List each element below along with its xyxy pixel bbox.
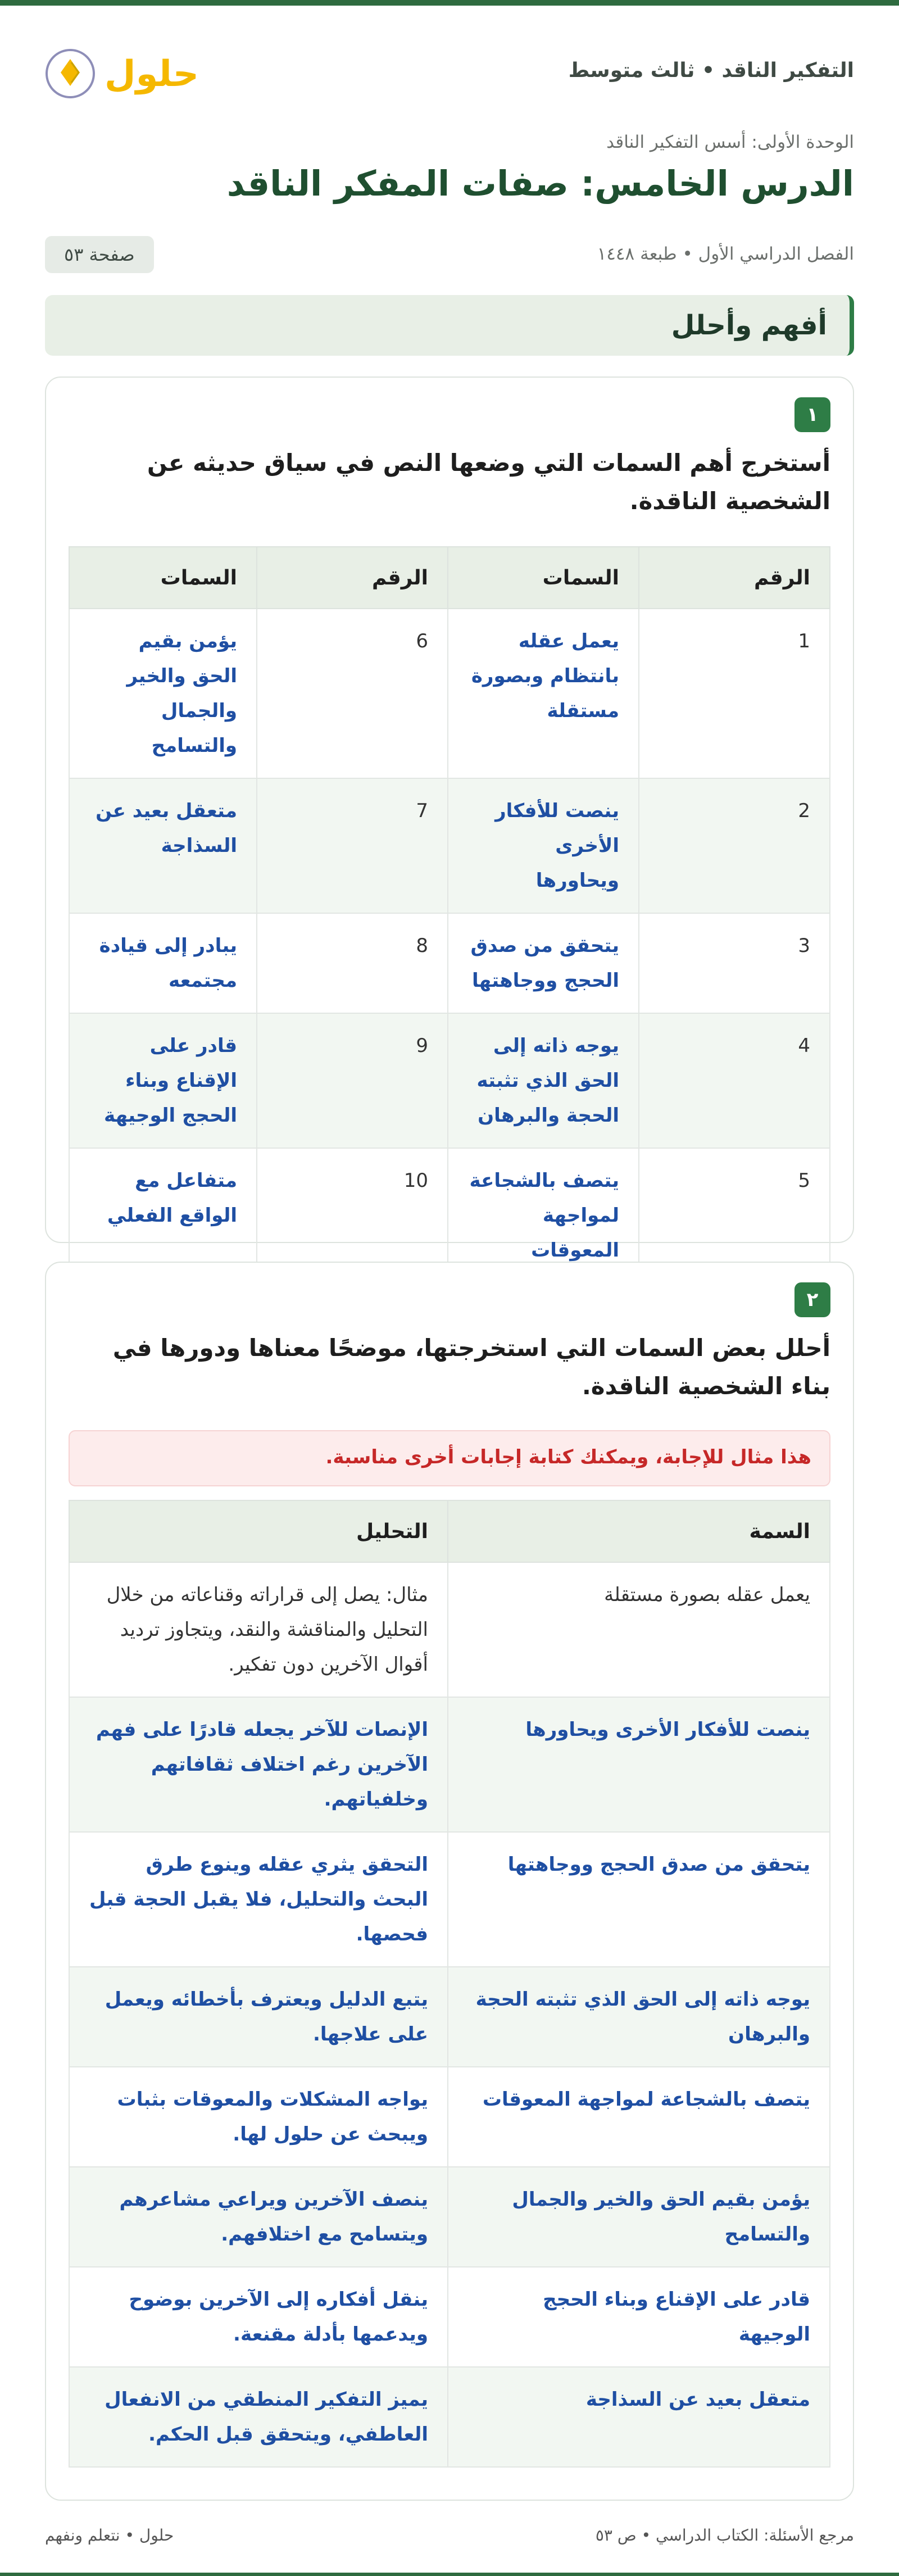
row-number: 4 — [639, 1013, 830, 1148]
table-row — [69, 1832, 830, 1967]
top-accent-strip — [0, 0, 899, 6]
column-header: التحليل — [69, 1500, 448, 1562]
column-header: الرقم — [257, 547, 448, 609]
row-number: 9 — [257, 1013, 448, 1148]
page-badge: صفحة ٥٣ — [45, 236, 154, 273]
table-row — [69, 2067, 830, 2167]
trait-cell: يعمل عقله بانتظام وبصورة مستقلة — [448, 609, 639, 778]
analysis-cell: الإنصات للآخر يجعله قادرًا على فهم الآخرين رغم اختلاف ثقافاتهم وخلفياتهم. — [69, 1697, 448, 1832]
column-header: السمة — [448, 1500, 830, 1562]
analysis-cell: مثال: يصل إلى قراراته وقناعاته من خلال التحليل والمناقشة والنقد، ويتجاوز ترديد أقوال الآخرين دون تفكير. — [69, 1562, 448, 1697]
trait-cell: يوجه ذاته إلى الحق الذي تثبته الحجة والبرهان — [448, 1967, 830, 2067]
edition-meta: الفصل الدراسي الأول • طبعة ١٤٤٨ — [597, 244, 854, 264]
trait-cell: قادر على الإقناع وبناء الحجج الوجيهة — [448, 2267, 830, 2367]
table-header-row — [69, 1500, 830, 1562]
subject-title: التفكير الناقد • ثالث متوسط — [568, 59, 854, 82]
trait-cell: يبادر إلى قيادة مجتمعه — [69, 913, 257, 1013]
analysis-cell: ينصف الآخرين ويراعي مشاعرهم ويتسامح مع اختلافهم. — [69, 2167, 448, 2267]
row-number: 6 — [257, 609, 448, 778]
trait-cell: متعقل بعيد عن السذاجة — [69, 778, 257, 913]
question-number-badge: ١ — [794, 397, 830, 432]
trait-cell: يتصف بالشجاعة لمواجهة المعوقات — [448, 2067, 830, 2167]
analysis-cell: يميز التفكير المنطقي من الانفعال العاطفي، ويتحقق قبل الحكم. — [69, 2367, 448, 2467]
row-number: 7 — [257, 778, 448, 913]
analysis-table — [69, 1500, 830, 2468]
trait-cell: يوجه ذاته إلى الحق الذي تثبته الحجة والبرهان — [448, 1013, 639, 1148]
table-row — [69, 1967, 830, 2067]
row-number: 2 — [639, 778, 830, 913]
table-row — [69, 2367, 830, 2467]
trait-cell: متفاعل مع الواقع الفعلي — [69, 1148, 257, 1283]
page-header — [45, 6, 854, 135]
table-header-row — [69, 547, 830, 609]
table-row — [69, 913, 830, 1013]
row-number: 8 — [257, 913, 448, 1013]
table-row — [69, 609, 830, 778]
table-row — [69, 1562, 830, 1697]
question-number-badge: ٢ — [794, 1282, 830, 1317]
trait-cell: يؤمن بقيم الحق والخير والجمال والتسامح — [448, 2167, 830, 2267]
question-card-1 — [45, 377, 854, 1262]
example-note — [69, 1430, 830, 1486]
trait-cell: يتحقق من صدق الحجج ووجاهتها — [448, 1832, 830, 1967]
unit-label: الوحدة الأولى: أسس التفكير الناقد — [606, 132, 854, 152]
analysis-cell: التحقق يثري عقله وينوع طرق البحث والتحليل، فلا يقبل الحجة قبل فحصها. — [69, 1832, 448, 1967]
footer-reference: مرجع الأسئلة: الكتاب الدراسي • ص ٥٣ — [595, 2526, 854, 2545]
question-text: أحلل بعض السمات التي استخرجتها، موضحًا معناها ودورها في بناء الشخصية الناقدة. — [112, 1334, 830, 1400]
row-number: 5 — [639, 1148, 830, 1283]
row-number: 1 — [639, 609, 830, 778]
column-header: السمات — [448, 547, 639, 609]
trait-cell: يعمل عقله بصورة مستقلة — [448, 1562, 830, 1697]
traits-table — [69, 546, 830, 1284]
table-row — [69, 2167, 830, 2267]
meta-row — [45, 236, 854, 275]
logo-text: حلول — [105, 53, 199, 95]
analysis-cell: يتبع الدليل ويعترف بأخطائه ويعمل على علاجها. — [69, 1967, 448, 2067]
example-note-text: هذا مثال للإجابة، ويمكنك كتابة إجابات أخرى مناسبة. — [325, 1446, 811, 1468]
logo — [45, 37, 208, 104]
table-row — [69, 1697, 830, 1832]
trait-cell: يؤمن بقيم الحق والخير والجمال والتسامح — [69, 609, 257, 778]
column-header: السمات — [69, 547, 257, 609]
page-footer — [45, 2526, 854, 2554]
table-row — [69, 778, 830, 913]
bottom-accent-strip — [0, 2573, 899, 2576]
analysis-cell: ينقل أفكاره إلى الآخرين بوضوح ويدعمها بأدلة مقنعة. — [69, 2267, 448, 2367]
column-header: الرقم — [639, 547, 830, 609]
trait-cell: ينصت للأفكار الأخرى ويحاورها — [448, 1697, 830, 1832]
trait-cell: ينصت للأفكار الأخرى ويحاورها — [448, 778, 639, 913]
row-number: 3 — [639, 913, 830, 1013]
trait-cell: يتصف بالشجاعة لمواجهة المعوقات — [448, 1148, 639, 1283]
logo-icon — [45, 37, 208, 104]
footer-brand: حلول • نتعلم ونفهم — [45, 2526, 174, 2545]
trait-cell: يتحقق من صدق الحجج ووجاهتها — [448, 913, 639, 1013]
analysis-cell: يواجه المشكلات والمعوقات بثبات ويبحث عن حلول لها. — [69, 2067, 448, 2167]
trait-cell: متعقل بعيد عن السذاجة — [448, 2367, 830, 2467]
trait-cell: قادر على الإقناع وبناء الحجج الوجيهة — [69, 1013, 257, 1148]
table-row — [69, 2267, 830, 2367]
section-title: أفهم وأحلل — [671, 310, 827, 341]
question-card-2 — [45, 1262, 854, 2501]
section-banner — [45, 295, 854, 356]
table-row — [69, 1013, 830, 1148]
lesson-title: الدرس الخامس: صفات المفكر الناقد — [226, 163, 854, 204]
row-number: 10 — [257, 1148, 448, 1283]
question-text: أستخرج أهم السمات التي وضعها النص في سياق حديثه عن الشخصية الناقدة. — [147, 449, 830, 515]
